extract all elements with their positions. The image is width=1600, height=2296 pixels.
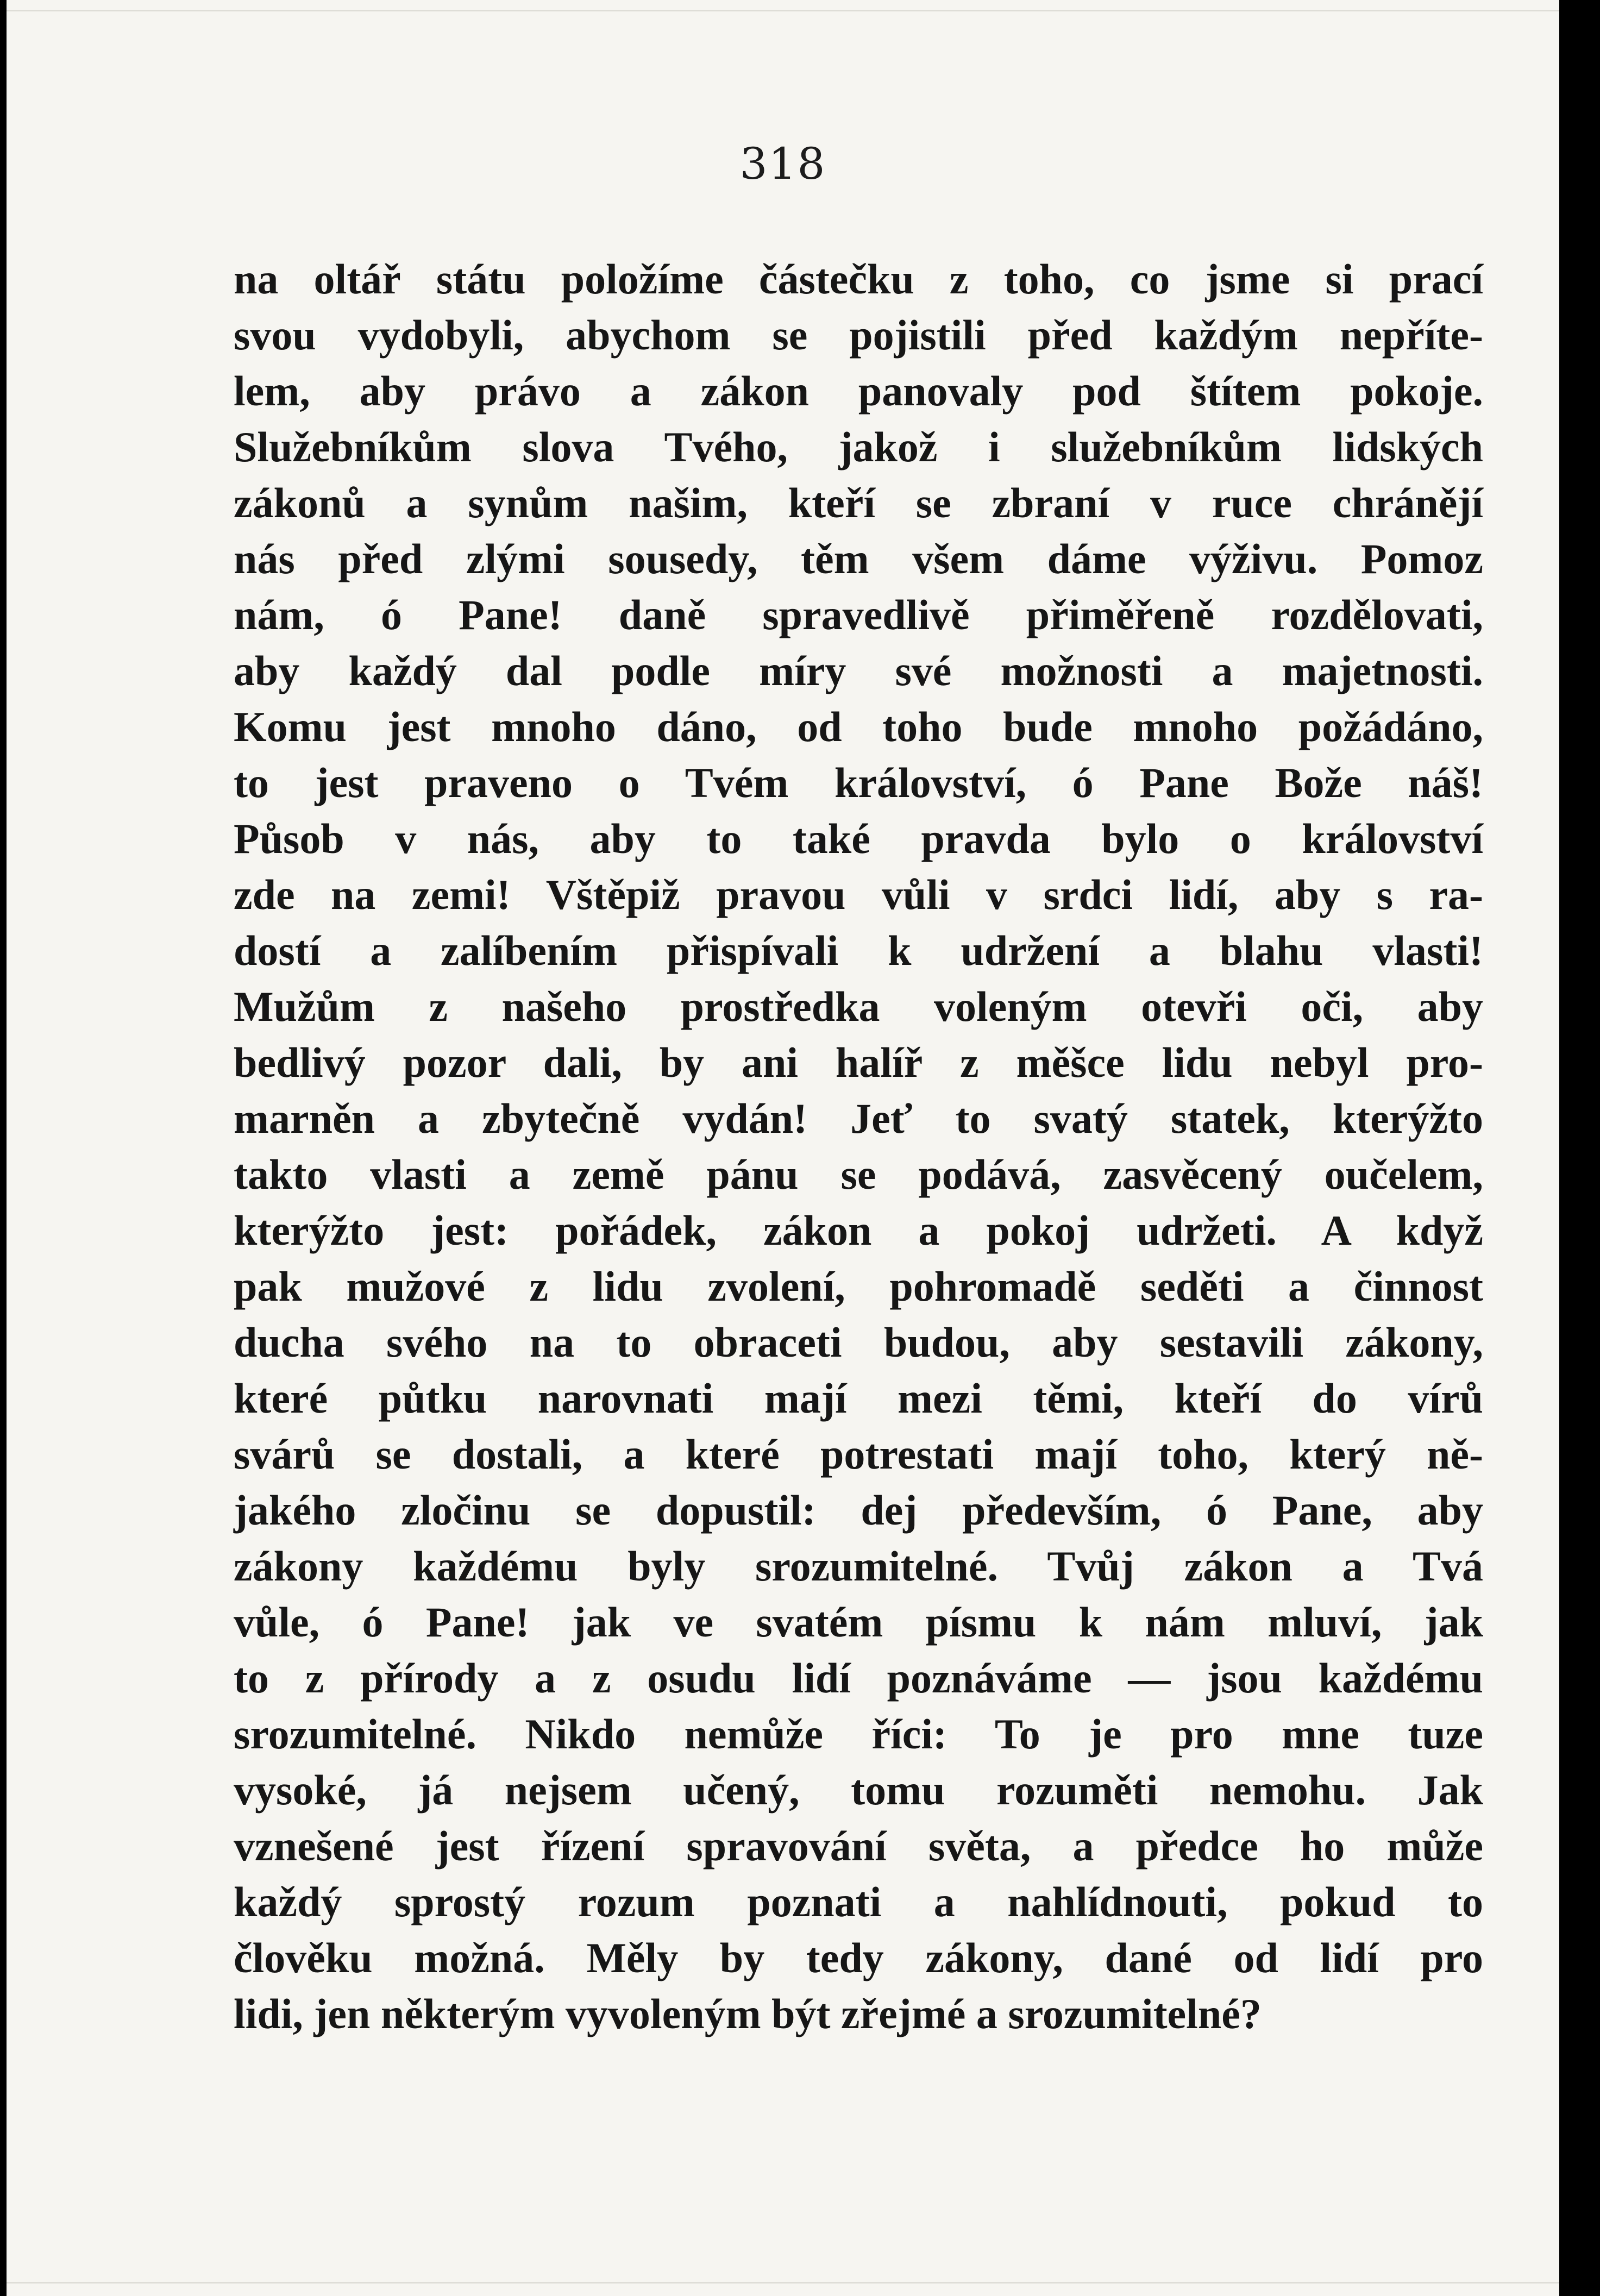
text-line: člověku možná. Měly by tedy zákony, dané od lidí pro	[234, 1934, 1483, 1981]
text-line: to z přírody a z osudu lidí poznáváme — jsou každému	[234, 1654, 1483, 1702]
text-line: vysoké, já nejsem učený, tomu rozuměti nemohu. Jak	[234, 1766, 1483, 1814]
text-line: na oltář státu položíme částečku z toho, co jsme si prací	[234, 255, 1483, 303]
text-line: Mužům z našeho prostředka voleným otevři oči, aby	[234, 983, 1483, 1030]
text-line: vznešené jest řízení spravování světa, a předce ho může	[234, 1822, 1483, 1870]
page-number: 318	[739, 139, 826, 189]
text-line: srozumitelné. Nikdo nemůže říci: To je pro mne tuze	[234, 1710, 1483, 1758]
text-line: takto vlasti a země pánu se podává, zasvěcený oučelem,	[234, 1151, 1483, 1198]
scan-artifact-bottom	[7, 2282, 1559, 2284]
text-line: každý sprostý rozum poznati a nahlídnouti, pokud to	[234, 1878, 1483, 1925]
text-line: dostí a zalíbením přispívali k udržení a blahu vlasti!	[234, 927, 1483, 974]
text-line: nám, ó Pane! daně spravedlivě přiměřeně rozdělovati,	[234, 591, 1483, 638]
book-page	[7, 0, 1559, 2296]
text-line-last: lidi, jen některým vyvoleným být zřejmé a srozumitelné?	[234, 1990, 1262, 2037]
text-line: zde na zemi! Vštěpiž pravou vůli v srdci lidí, aby s ra-	[234, 871, 1483, 918]
text-line: vůle, ó Pane! jak ve svatém písmu k nám mluví, jak	[234, 1598, 1483, 1646]
text-line: Působ v nás, aby to také pravda bylo o království	[234, 815, 1483, 862]
text-line: zákony každému byly srozumitelné. Tvůj zákon a Tvá	[234, 1542, 1483, 1590]
text-line: to jest praveno o Tvém království, ó Pane Bože náš!	[234, 759, 1483, 806]
text-line: které půtku narovnati mají mezi těmi, kteří do vírů	[234, 1375, 1483, 1422]
text-line: aby každý dal podle míry své možnosti a majetnosti.	[234, 647, 1483, 694]
text-line: svárů se dostali, a které potrestati mají toho, který ně-	[234, 1431, 1483, 1478]
text-line: lem, aby právo a zákon panovaly pod štítem pokoje.	[234, 367, 1483, 415]
text-line: ducha svého na to obraceti budou, aby sestavili zákony,	[234, 1319, 1483, 1366]
text-line: nás před zlými sousedy, těm všem dáme výživu. Pomoz	[234, 535, 1483, 582]
scan-artifact-top	[7, 10, 1559, 11]
text-line: bedlivý pozor dali, by ani halíř z měšce lidu nebyl pro-	[234, 1039, 1483, 1086]
text-line: zákonů a synům našim, kteří se zbraní v ruce chránějí	[234, 479, 1483, 526]
text-line: jakého zločinu se dopustil: dej především, ó Pane, aby	[234, 1486, 1483, 1534]
scan-border-right	[1559, 0, 1600, 2296]
text-line: Komu jest mnoho dáno, od toho bude mnoho požádáno,	[234, 703, 1483, 750]
text-line: Služebníkům slova Tvého, jakož i služebníkům lidských	[234, 423, 1483, 471]
text-line: marněn a zbytečně vydán! Jeť to svatý statek, kterýžto	[234, 1095, 1483, 1142]
text-line: kterýžto jest: pořádek, zákon a pokoj udržeti. A když	[234, 1207, 1483, 1254]
text-line: pak mužové z lidu zvolení, pohromadě seděti a činnost	[234, 1263, 1483, 1310]
text-line: svou vydobyli, abychom se pojistili před každým nepříte-	[234, 311, 1483, 359]
body-text	[234, 251, 1483, 2042]
